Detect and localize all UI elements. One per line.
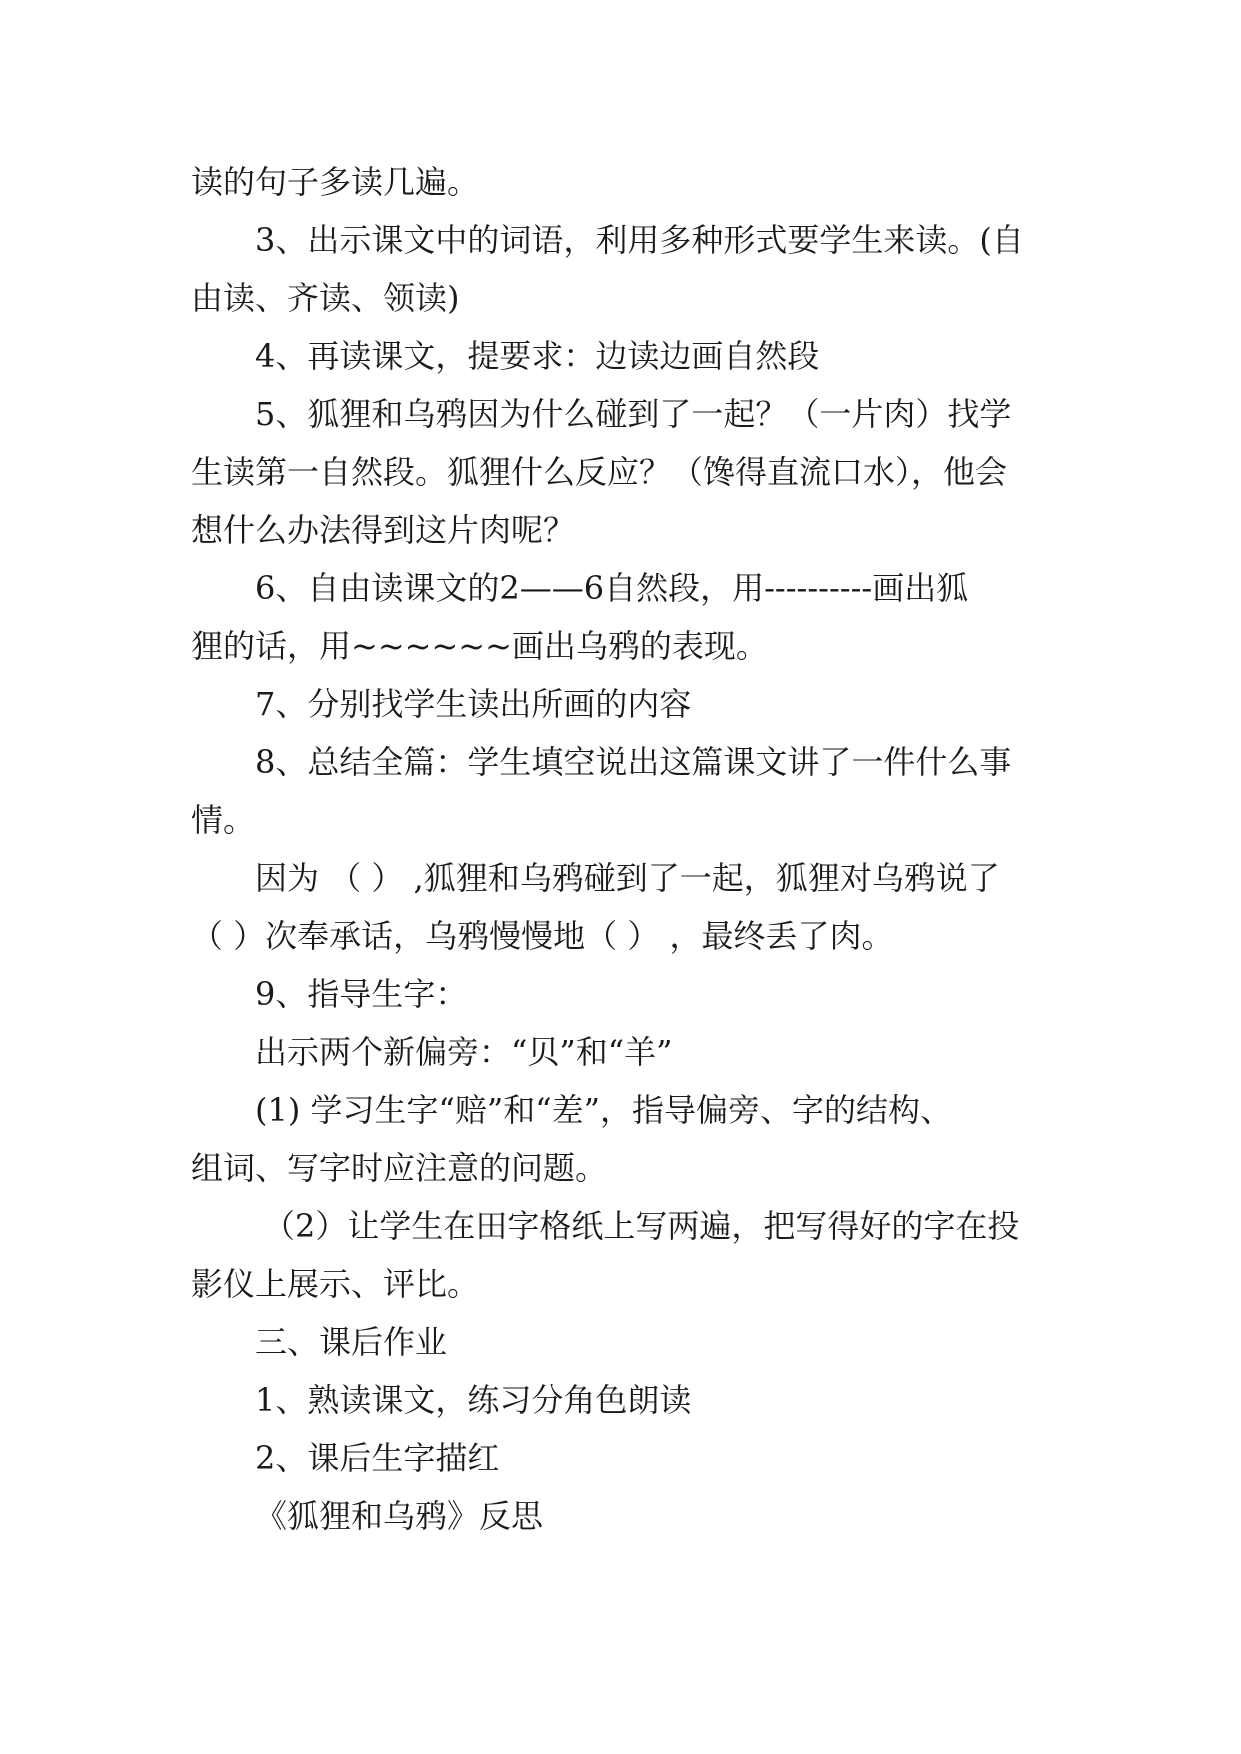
text-line: 8、总结全篇：学生填空说出这篇课文讲了一件什么事: [255, 743, 1012, 781]
text-line: 想什么办法得到这片肉呢？: [191, 511, 576, 549]
text-line: （2）让学生在田字格纸上写两遍，把写得好的字在投: [263, 1207, 1020, 1245]
text-line: 因为 （ ） ,狐狸和乌鸦碰到了一起，狐狸对乌鸦说了: [255, 859, 1000, 897]
text-line: 2、课后生字描红: [255, 1439, 500, 1477]
text-line: 出示两个新偏旁：“贝”和“羊”: [255, 1033, 673, 1071]
text-line: 9、指导生字：: [255, 975, 468, 1013]
text-line: 3、出示课文中的词语，利用多种形式要学生来读。(自: [255, 221, 1024, 259]
text-line: 狸的话，用~~~~~~画出乌鸦的表现。: [191, 627, 768, 665]
text-line: 7、分别找学生读出所画的内容: [255, 685, 692, 723]
text-line: （ ）次奉承话，乌鸦慢慢地（ ） ，最终丢了肉。: [191, 917, 894, 955]
text-line: 《狐狸和乌鸦》反思: [255, 1497, 544, 1535]
text-line: 影仪上展示、评比。: [191, 1265, 480, 1303]
text-line: 6、自由读课文的2——6自然段，用----------画出狐: [255, 569, 969, 607]
text-line: 三、课后作业: [255, 1323, 448, 1361]
text-line: 生读第一自然段。狐狸什么反应？（馋得直流口水），他会: [191, 453, 1008, 491]
text-line: 读的句子多读几遍。: [191, 163, 480, 201]
text-line: (1) 学习生字“赔”和“差”，指导偏旁、字的结构、: [255, 1091, 952, 1129]
text-line: 1、熟读课文，练习分角色朗读: [255, 1381, 692, 1419]
text-line: 由读、齐读、领读): [191, 279, 460, 317]
text-line: 情。: [191, 801, 256, 839]
document-body: [191, 153, 1051, 1545]
text-line: 4、再读课文，提要求：边读边画自然段: [255, 337, 820, 375]
text-line: 5、狐狸和乌鸦因为什么碰到了一起？（一片肉）找学: [255, 395, 1012, 433]
text-line: 组词、写字时应注意的问题。: [191, 1149, 608, 1187]
